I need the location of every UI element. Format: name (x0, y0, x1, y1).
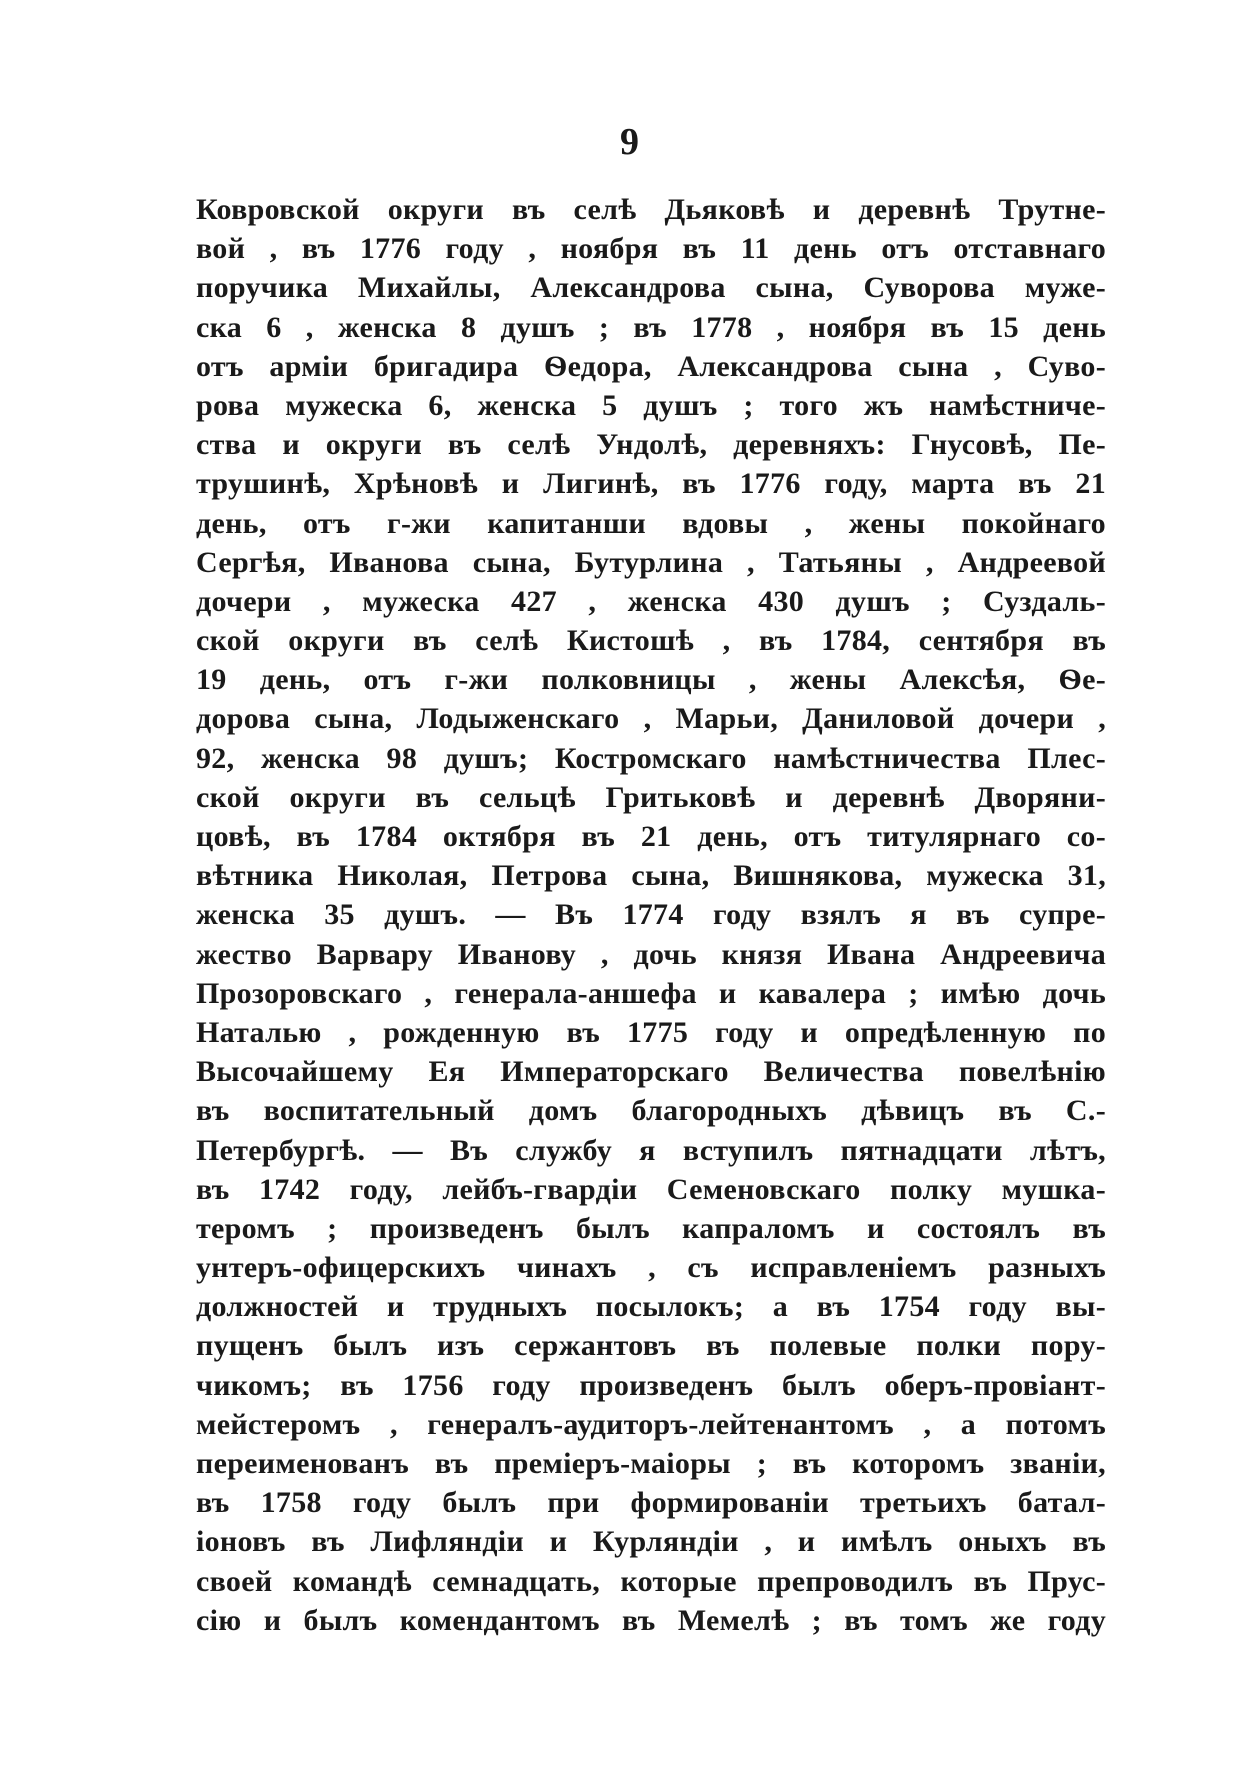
text-line: 92, женска 98 душъ; Костромскаго намѣстничества Плес- (196, 741, 1106, 775)
text-line: сію и былъ комендантомъ въ Мемелѣ ; въ томъ же году (196, 1603, 1106, 1637)
text-line: рова мужеска 6, женска 5 душъ ; того жъ намѣстниче- (196, 388, 1106, 422)
page-number: 9 (620, 121, 639, 163)
text-line: ской округи въ сельцѣ Гритьковѣ и деревнѣ Дворяни- (196, 780, 1106, 814)
text-line: переименованъ въ преміеръ-маіоры ; въ которомъ званіи, (196, 1447, 1106, 1480)
text-line: въ 1758 году былъ при формированіи третьихъ батал- (196, 1486, 1106, 1520)
text-line: должностей и трудныхъ посылокъ; а въ 1754 году вы- (196, 1290, 1106, 1324)
text-line: Петербургѣ. — Въ службу я вступилъ пятнадцати лѣтъ, (196, 1133, 1106, 1167)
text-line: Сергѣя, Иванова сына, Бутурлина , Татьяны , Андреевой (196, 545, 1106, 579)
text-line: въ воспитательный домъ благородныхъ дѣвицъ въ С.- (196, 1094, 1106, 1128)
text-line: Прозоровскаго , генерала-аншефа и кавалера ; имѣю дочь (196, 976, 1106, 1010)
text-line: пущенъ былъ изъ сержантовъ въ полевые полки пору- (196, 1329, 1106, 1363)
text-line: іоновъ въ Лифляндіи и Курляндіи , и имѣлъ оныхъ въ (196, 1525, 1106, 1559)
text-line: 19 день, отъ г-жи полковницы , жены Алексѣя, Ѳе- (196, 663, 1106, 697)
text-line: мейстеромъ , генералъ-аудиторъ-лейтенантомъ , а потомъ (196, 1407, 1106, 1441)
text-line: ской округи въ селѣ Кистошѣ , въ 1784, сентября въ (196, 624, 1106, 658)
text-line: унтеръ-офицерскихъ чинахъ , съ исправленіемъ разныхъ (196, 1251, 1106, 1285)
text-line: Высочайшему Ея Императорскаго Величества повелѣнію (196, 1055, 1106, 1089)
text-line: дочери , мужеска 427 , женска 430 душъ ; Суздаль- (196, 584, 1106, 618)
text-line: цовѣ, въ 1784 октября въ 21 день, отъ титулярнаго со- (196, 820, 1106, 853)
text-line: женска 35 душъ. — Въ 1774 году взялъ я въ супре- (196, 898, 1106, 932)
text-line: Наталью , рожденную въ 1775 году и опредѣленную по (196, 1015, 1106, 1049)
text-line: своей командѣ семнадцать, которые препроводилъ въ Прус- (196, 1564, 1106, 1598)
text-line: поручика Михайлы, Александрова сына, Суворова муже- (196, 271, 1106, 305)
text-line: дорова сына, Лодыженскаго , Марьи, Даниловой дочери , (196, 702, 1106, 736)
text-line: ска 6 , женска 8 душъ ; въ 1778 , ноября въ 15 день (196, 310, 1106, 344)
text-line: въ 1742 году, лейбъ-гвардіи Семеновскаго полку мушка- (196, 1172, 1106, 1206)
text-line: жество Варвару Иванову , дочь князя Ивана Андреевича (196, 937, 1106, 971)
text-line: чикомъ; въ 1756 году произведенъ былъ оберъ-провіант- (196, 1368, 1106, 1402)
body-text (196, 190, 1106, 1640)
text-line: вѣтника Николая, Петрова сына, Вишнякова, мужеска 31, (196, 859, 1106, 893)
text-line: вой , въ 1776 году , ноября въ 11 день отъ отставнаго (196, 232, 1106, 266)
text-line: отъ арміи бригадира Ѳедора, Александрова сына , Суво- (196, 349, 1106, 383)
text-line: теромъ ; произведенъ былъ капраломъ и состоялъ въ (196, 1211, 1106, 1245)
text-line: день, отъ г-жи капитанши вдовы , жены покойнаго (196, 506, 1106, 540)
text-line: Ковровской округи въ селѣ Дьяковѣ и деревнѣ Трутне- (196, 193, 1106, 226)
text-line: ства и округи въ селѣ Ундолѣ, деревняхъ: Гнусовѣ, Пе- (196, 428, 1106, 462)
text-line: трушинѣ, Хрѣновѣ и Лигинѣ, въ 1776 году, марта въ 21 (196, 467, 1106, 501)
